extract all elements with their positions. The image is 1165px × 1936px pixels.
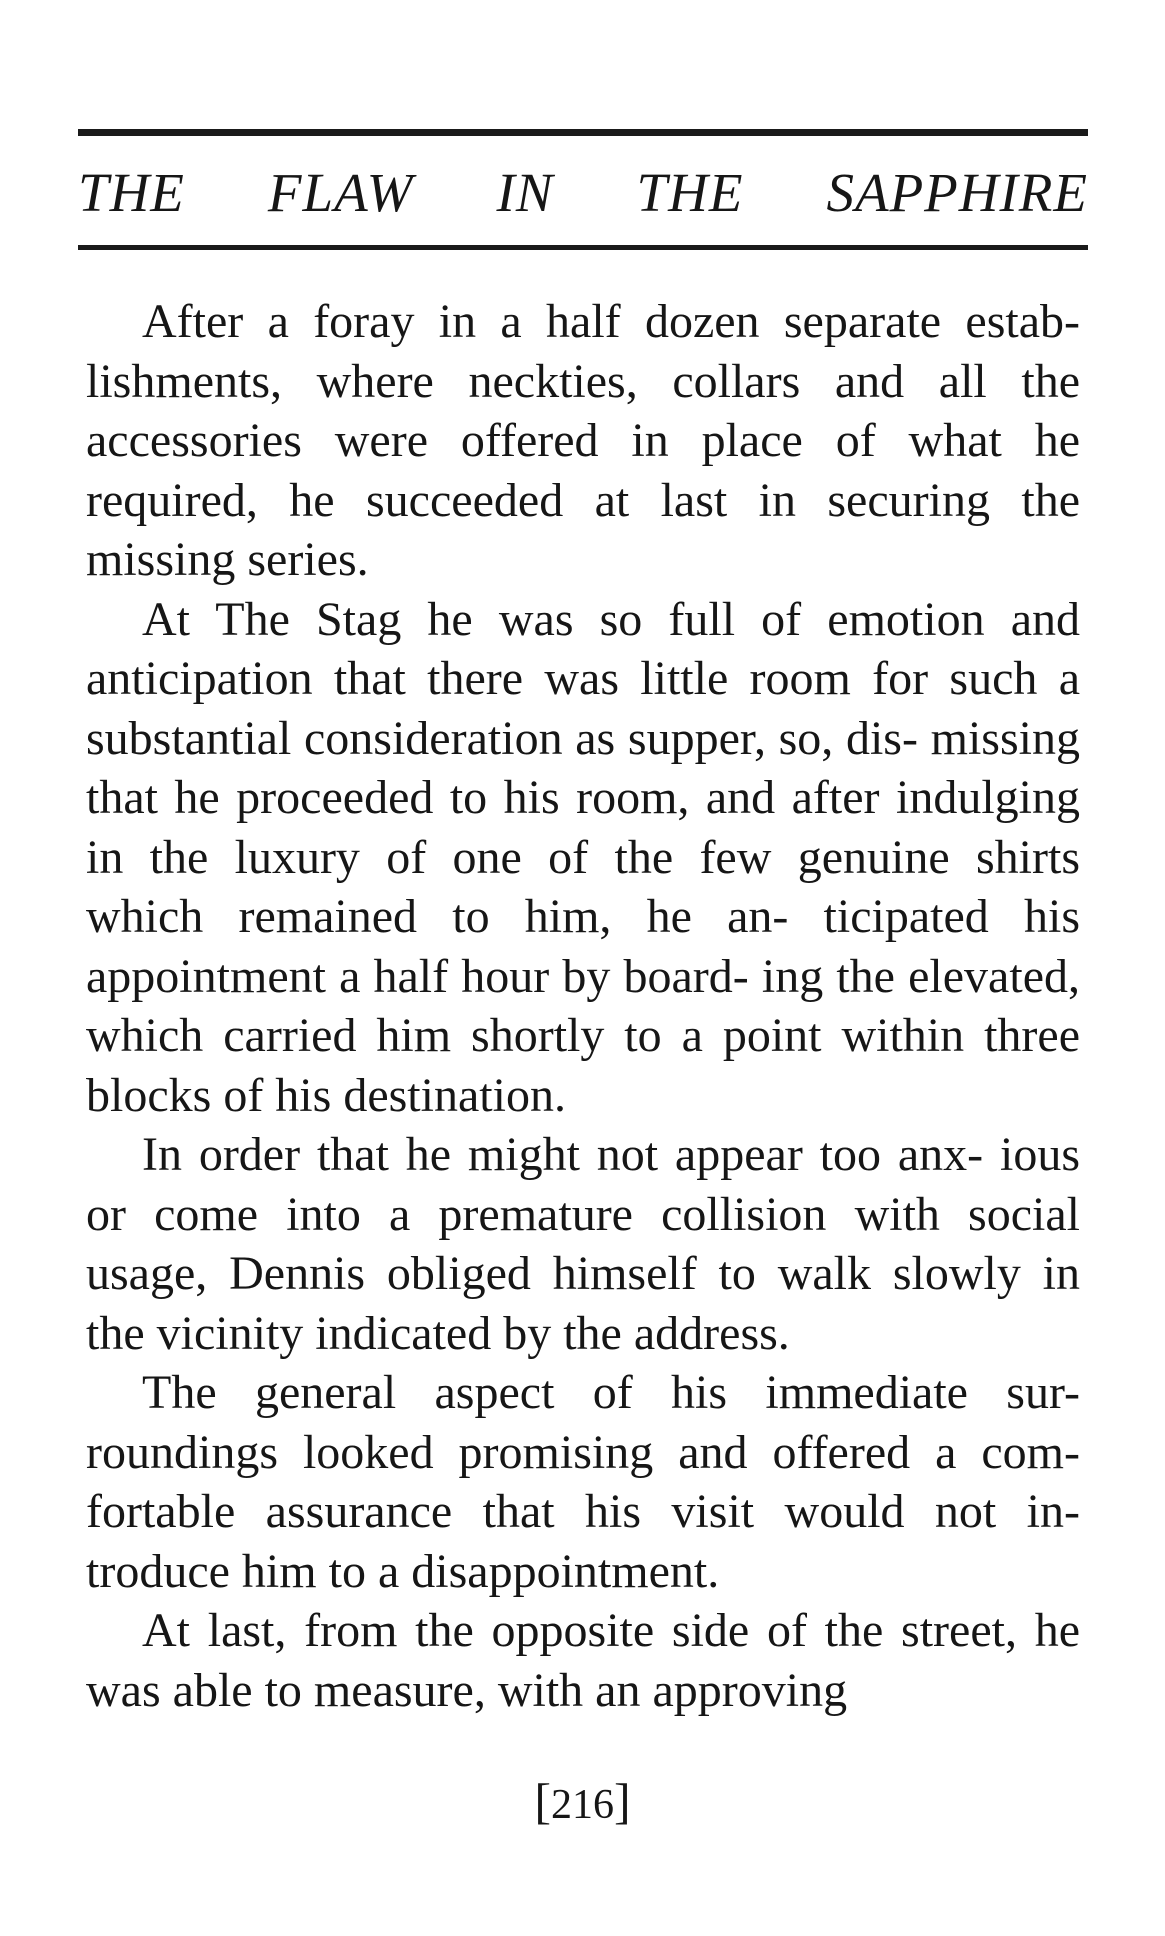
paragraph: The general aspect of his immediate sur- roundings looked promising and offered a com- fortable assurance that his visit would not in- troduce him to a disappointment. xyxy=(86,1366,1080,1598)
paragraph: After a foray in a half dozen separate estab- lishments, where neckties, collars and all the accessories were offered in place of what he required, he succeeded at last in securing the missing series. xyxy=(86,295,1080,586)
page-number-value: 216 xyxy=(551,1782,614,1828)
page-number xyxy=(0,1773,1165,1830)
header-rule-bottom xyxy=(78,245,1088,250)
running-head: THE FLAW IN THE SAPPHIRE xyxy=(78,162,1088,223)
paragraph: At The Stag he was so full of emotion and anticipation that there was little room for such a substantial consideration as supper, so, dis- missing that he proceeded to his room, and after indulging in the luxury of one of the few genuine shirts which remained to him, he an- ticipated his appointment a half hour by board- ing the elevated, which carried him shortly to a point within three blocks of his destination. xyxy=(86,592,1080,1122)
folio-close-bracket: ] xyxy=(614,1773,631,1829)
body-text xyxy=(86,292,1080,1720)
paragraph: At last, from the opposite side of the street, he was able to measure, with an approving xyxy=(86,1604,1080,1717)
paragraph: In order that he might not appear too anx- ious or come into a premature collision with social usage, Dennis obliged himself to walk slowly in the vicinity indicated by the address. xyxy=(86,1128,1080,1360)
folio-open-bracket: [ xyxy=(534,1773,551,1829)
header-rule-top xyxy=(78,129,1088,136)
